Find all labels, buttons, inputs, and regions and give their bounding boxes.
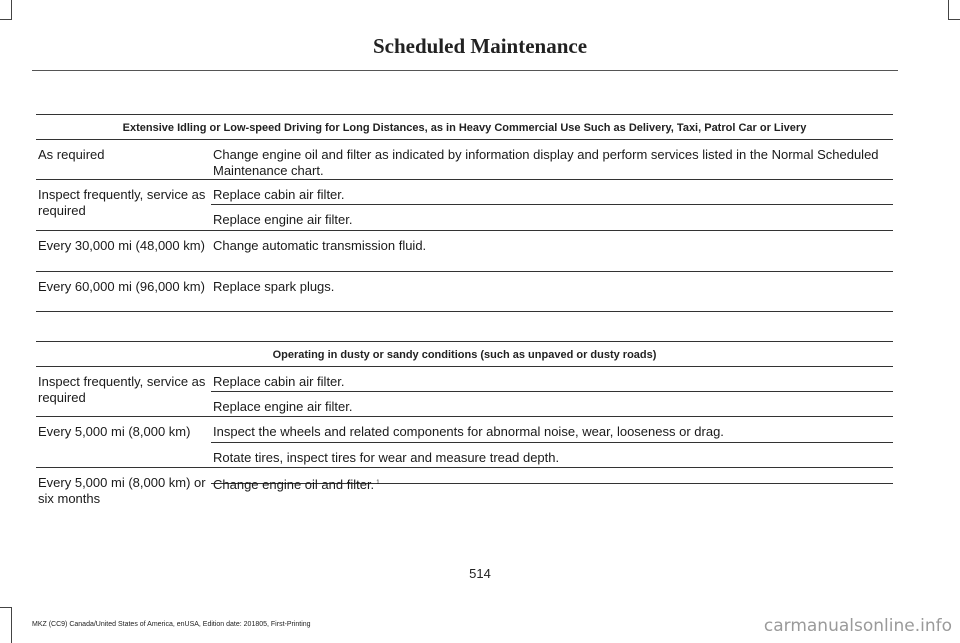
service-cell: Inspect the wheels and related components for abnormal noise, wear, looseness or drag. — [211, 417, 893, 443]
table-row — [36, 367, 893, 417]
crop-mark-bottom-left-v — [11, 607, 12, 643]
table-row — [36, 140, 893, 180]
interval-cell: Every 60,000 mi (96,000 km) — [36, 272, 211, 312]
footnote-marker: 1 — [376, 480, 380, 486]
service-cell: Rotate tires, inspect tires for wear and measure tread depth. — [211, 443, 893, 468]
service-cell: Replace engine air filter. — [211, 392, 893, 417]
table-caption: Operating in dusty or sandy conditions (such as unpaved or dusty roads) — [36, 342, 893, 367]
table-row — [36, 468, 893, 510]
table-row — [36, 231, 893, 272]
table-caption: Extensive Idling or Low-speed Driving for Long Distances, as in Heavy Commercial Use Such as Delivery, Taxi, Patrol Car or Livery — [36, 115, 893, 140]
crop-mark-top-left-v — [11, 0, 12, 20]
table-row — [36, 272, 893, 312]
maintenance-table-idling — [36, 114, 893, 312]
service-cell: Change engine oil and filter as indicated by information display and perform services listed in the Normal Scheduled Maintenance chart. — [211, 140, 893, 180]
header-rule — [32, 70, 898, 71]
interval-cell: Every 5,000 mi (8,000 km) or six months — [38, 475, 206, 506]
maintenance-table-dusty — [36, 341, 893, 510]
service-cell: Replace cabin air filter. — [211, 367, 893, 392]
table-row — [36, 180, 893, 231]
service-cell: Replace cabin air filter. — [211, 180, 893, 205]
service-cell — [211, 468, 893, 492]
crop-mark-top-right-h — [948, 19, 960, 20]
page-title: Scheduled Maintenance — [372, 34, 588, 58]
interval-cell: As required — [36, 140, 211, 180]
table-row — [36, 417, 893, 468]
interval-cell: Inspect frequently, service as required — [36, 180, 211, 231]
interval-cell: Inspect frequently, service as required — [36, 367, 211, 417]
interval-cell: Every 5,000 mi (8,000 km) — [36, 417, 211, 468]
footer-edition-text: MKZ (CC9) Canada/United States of America, enUSA, Edition date: 201805, First-Printing — [32, 621, 311, 628]
interval-cell: Every 30,000 mi (48,000 km) — [36, 231, 211, 272]
page-number: 514 — [469, 566, 491, 581]
crop-mark-top-left-h — [0, 19, 12, 20]
crop-mark-bottom-left-h — [0, 607, 12, 608]
service-cell-continued — [211, 484, 893, 510]
watermark-text: carmanualsonline.info — [763, 616, 952, 636]
service-text: Change engine oil and filter. — [213, 477, 375, 492]
service-cell: Change automatic transmission fluid. — [211, 231, 893, 272]
service-cell: Replace spark plugs. — [211, 272, 893, 312]
service-cell: Replace engine air filter. — [211, 205, 893, 231]
crop-mark-top-right-v — [948, 0, 949, 20]
